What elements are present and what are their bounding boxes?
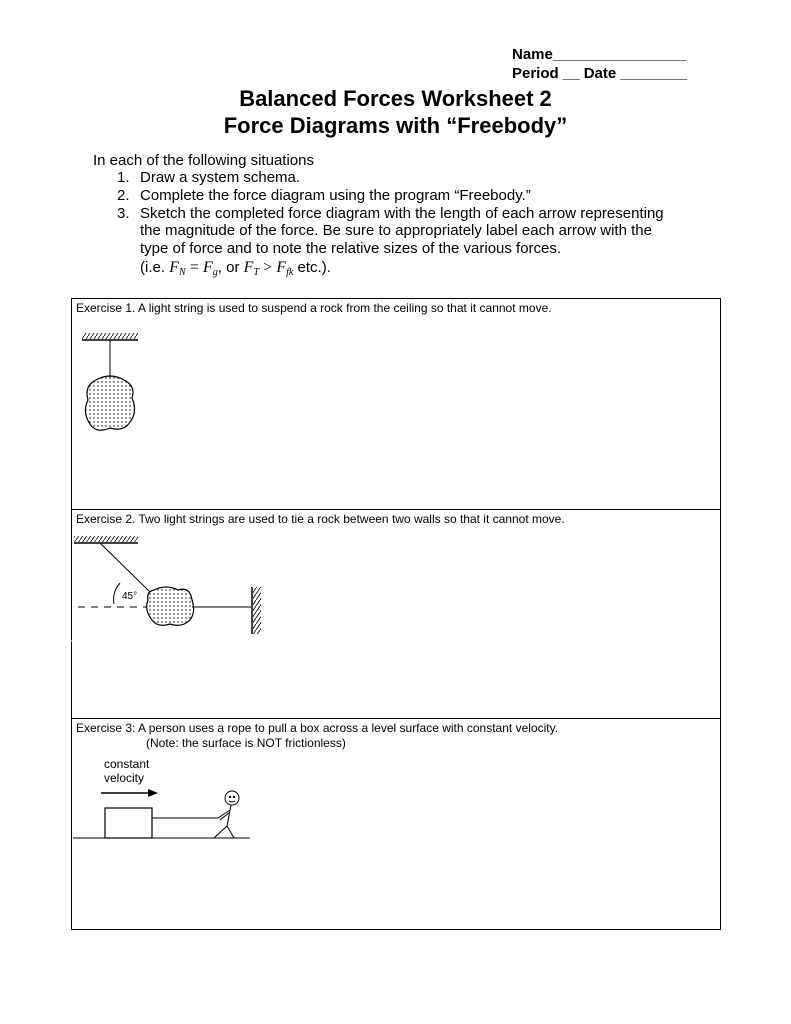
example-suffix: etc.).	[297, 259, 331, 276]
list-number: 3.	[117, 205, 130, 222]
list-item-continued: type of force and to note the relative sizes of the various forces.	[140, 240, 562, 257]
example-prefix: (i.e.	[140, 259, 166, 276]
list-item: Draw a system schema.	[140, 169, 301, 186]
list-item: Complete the force diagram using the program “Freebody.”	[140, 187, 531, 204]
person	[214, 791, 239, 838]
or-text: , or	[217, 259, 240, 276]
force-symbol: $F_{fk}$	[276, 259, 294, 278]
worksheet-subtitle: Force Diagrams with “Freebody”	[223, 113, 568, 138]
greater-than-sign: >	[263, 259, 273, 276]
force-symbol: $F_g$	[203, 259, 218, 278]
velocity-label-continued: velocity	[104, 771, 145, 785]
force-symbol: $F_N$	[169, 259, 186, 278]
velocity-label: constant	[104, 757, 150, 771]
list-number: 1.	[117, 169, 130, 186]
angle-label: 45°	[122, 591, 138, 602]
list-item: Sketch the completed force diagram with the length of each arrow representing	[140, 205, 664, 222]
list-item-continued: the magnitude of the force. Be sure to appropriately label each arrow with the	[140, 222, 652, 239]
list-number: 2.	[117, 187, 130, 204]
force-symbol: $F_T$	[243, 259, 259, 278]
equals-sign: =	[189, 259, 199, 276]
exercise-3-note: (Note: the surface is NOT frictionless)	[146, 736, 346, 750]
velocity-arrow	[101, 789, 158, 797]
exercise-3-label: Exercise 3: A person uses a rope to pull a box across a level surface with constant velocity.	[76, 721, 559, 735]
exercise-2-label: Exercise 2. Two light strings are used to tie a rock between two walls so that it cannot move.	[76, 512, 565, 526]
name-field[interactable]: Name________________	[512, 46, 687, 63]
exercise-1-label: Exercise 1. A light string is used to suspend a rock from the ceiling so that it cannot move.	[76, 301, 552, 315]
box	[105, 808, 152, 838]
worksheet-title: Balanced Forces Worksheet 2	[239, 86, 552, 111]
period-date-field[interactable]: Period __ Date ________	[512, 65, 688, 82]
instructions-intro: In each of the following situations	[93, 152, 314, 169]
